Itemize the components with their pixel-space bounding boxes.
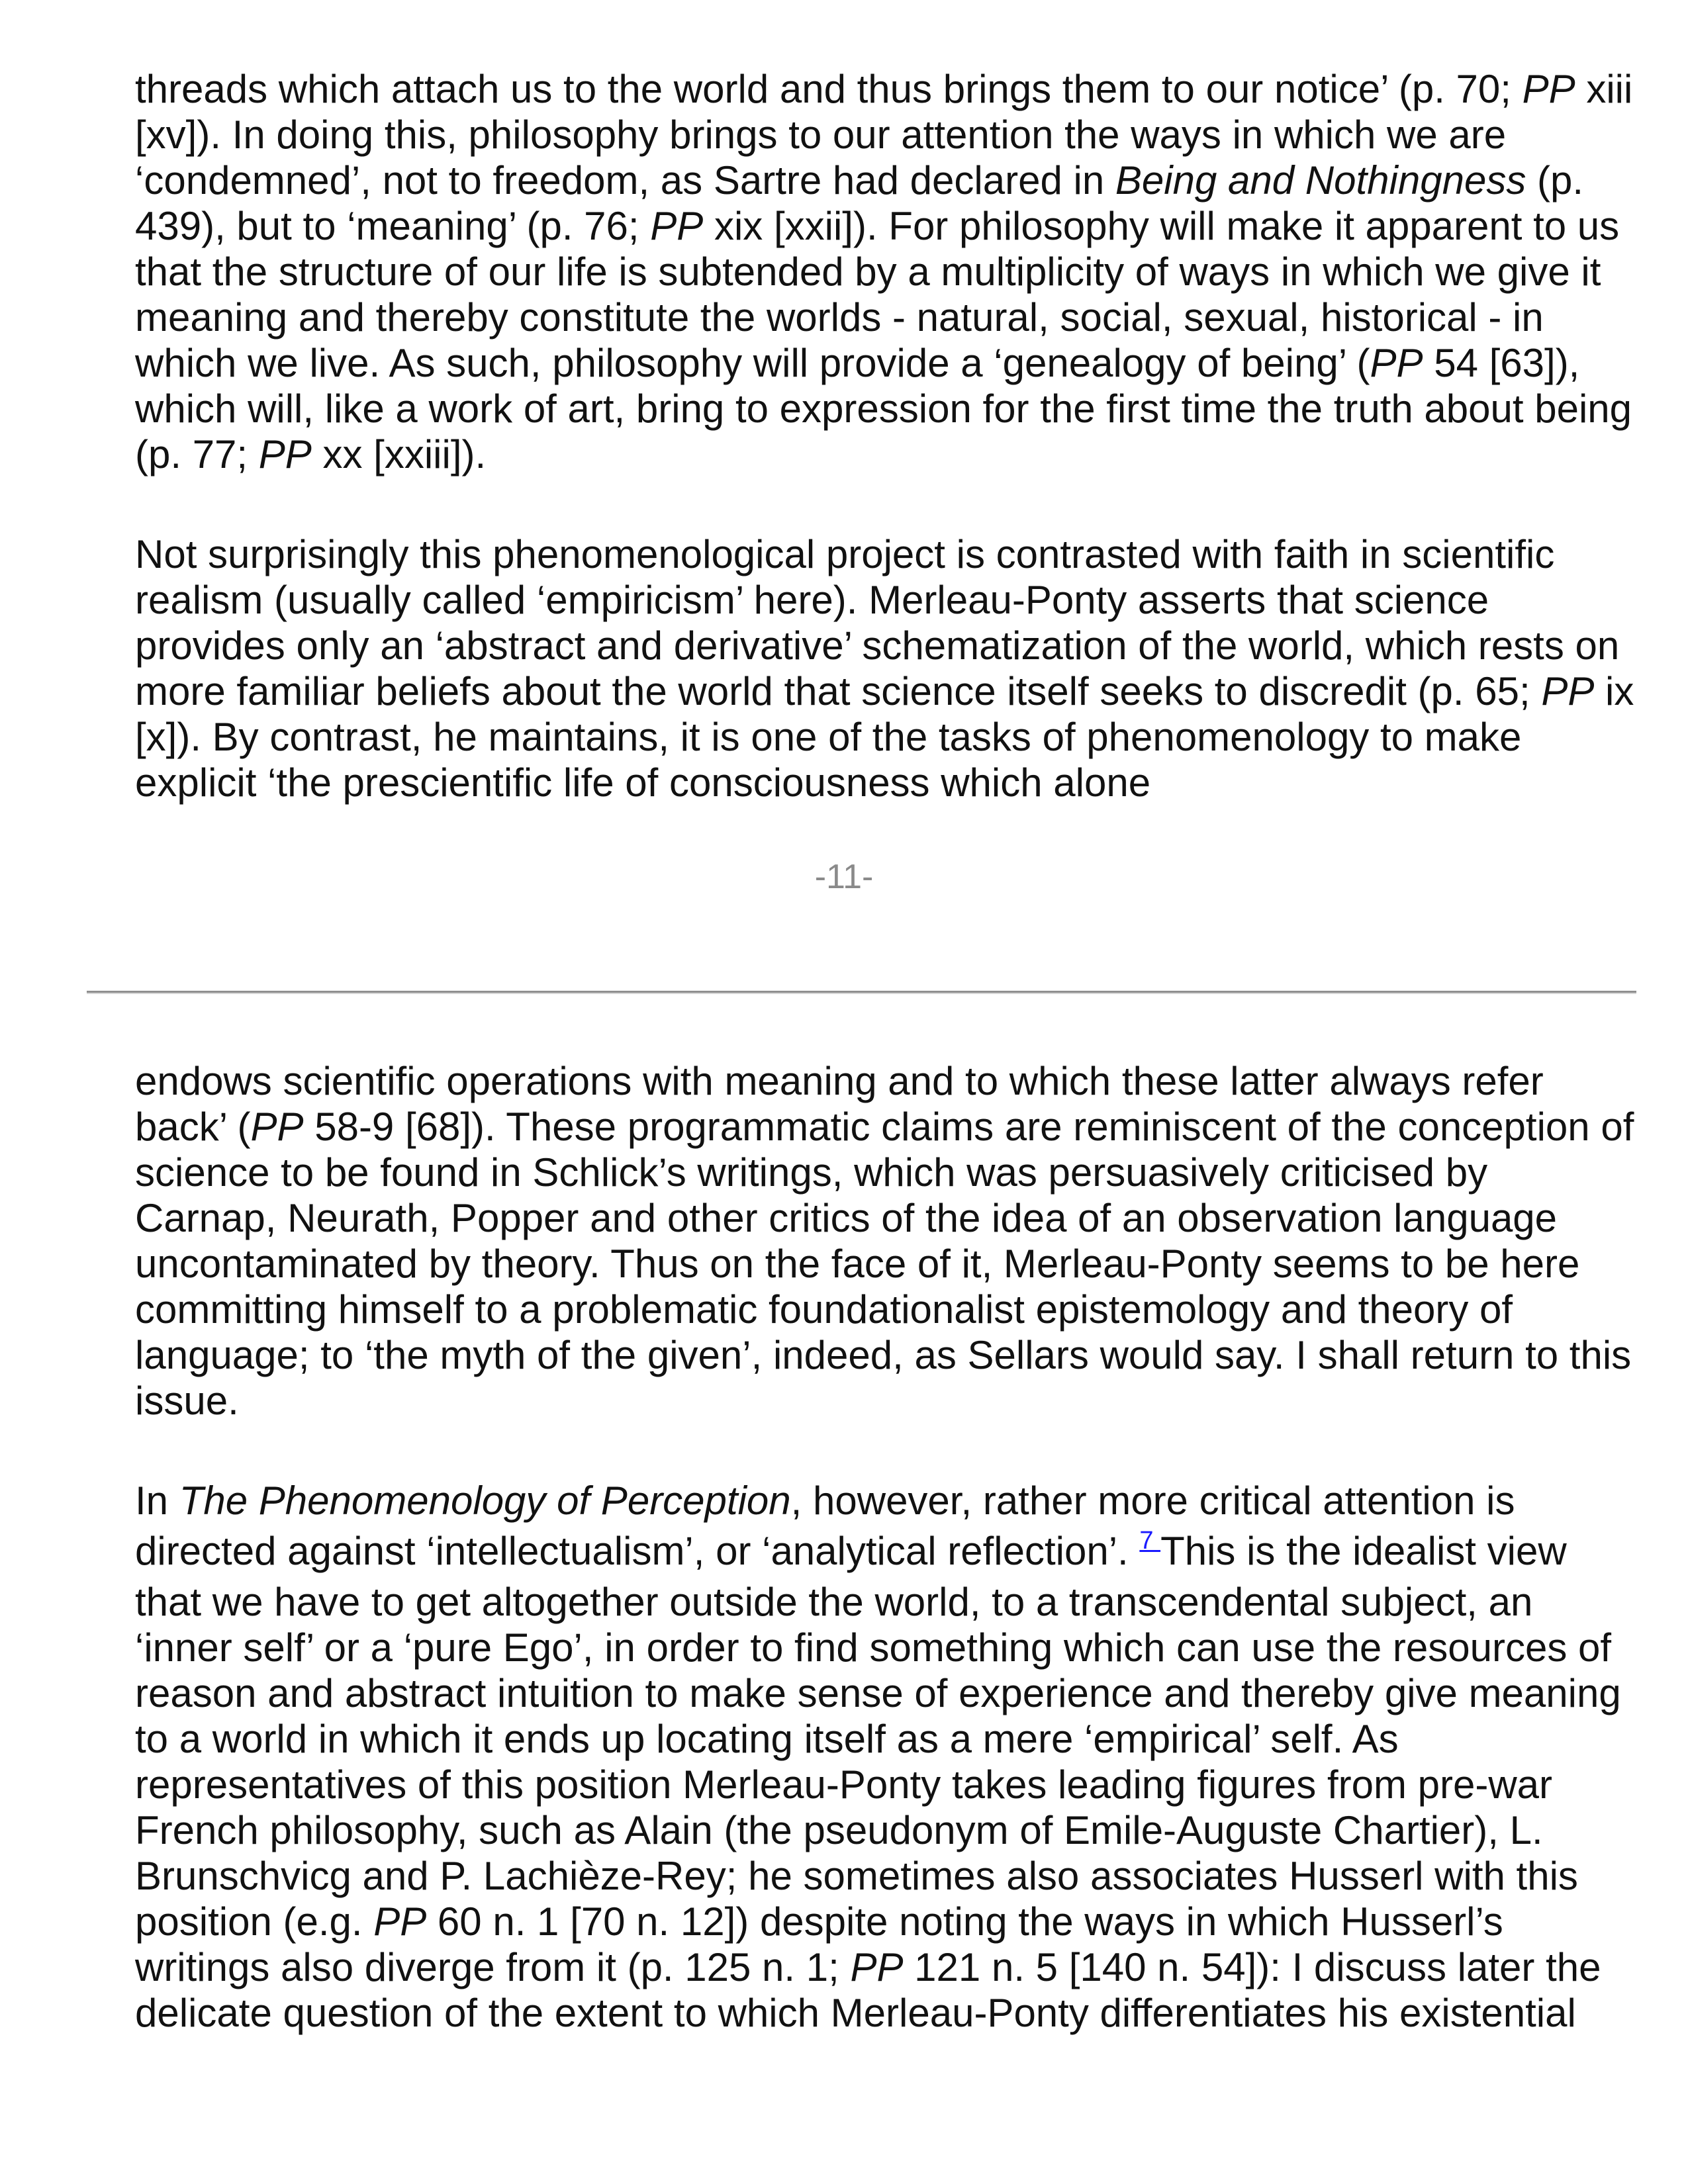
text-run: committing himself to a problematic foundationalist epistemology and theory of (135, 1287, 1513, 1332)
text-run: xix [xxii]). For philosophy will make it apparent to us (703, 204, 1620, 248)
text-run: 439), but to ‘meaning’ (p. 76; (135, 204, 651, 248)
text-line (135, 1625, 1612, 1670)
italic-run: PP (258, 432, 312, 477)
text-run: provides only an ‘abstract and derivative’ schematization of the world, which rests on (135, 623, 1620, 668)
text-line (135, 1378, 1591, 1424)
text-run: realism (usually called ‘empiricism’ here). Merleau-Ponty asserts that science (135, 578, 1489, 622)
text-run: delicate question of the extent to which Merleau-Ponty differentiates his existential (135, 1991, 1576, 2035)
text-run: xiii (1575, 67, 1633, 111)
text-line (135, 203, 1620, 249)
text-run: , however, rather more critical attention is (790, 1479, 1515, 1523)
text-line (135, 1807, 1591, 1853)
text-run: writings also diverge from it (p. 125 n. 1; (135, 1945, 851, 1989)
text-run: 58-9 [68]). These programmatic claims are reminiscent of the conception of (303, 1105, 1634, 1149)
text-line (135, 66, 1633, 112)
italic-run: PP (650, 204, 704, 248)
text-run: [x]). By contrast, he maintains, it is one of the tasks of phenomenology to make (135, 715, 1522, 759)
text-line (135, 1716, 1591, 1762)
text-run: Not surprisingly this phenomenological project is contrasted with faith in scientific (135, 532, 1555, 576)
text-run: representatives of this position Merleau-Ponty takes leading figures from pre-war (135, 1762, 1553, 1807)
text-line (135, 1670, 1621, 1716)
text-run: directed against ‘intellectualism’, or ‘analytical reflection’. (135, 1529, 1140, 1573)
text-run: that we have to get altogether outside the world, to a transcendental subject, an (135, 1580, 1533, 1624)
text-run: threads which attach us to the world and thus brings them to our notice’ (p. 70; (135, 67, 1523, 111)
text-run: reason and abstract intuition to make sense of experience and thereby give meaning (135, 1671, 1621, 1715)
text-line (135, 386, 1632, 432)
text-run: explicit ‘the prescientific life of consciousness which alone (135, 760, 1151, 805)
text-line (135, 1762, 1591, 1807)
paragraph-2 (135, 531, 1634, 805)
italic-run: PP (373, 1899, 427, 1944)
text-line (135, 249, 1601, 295)
text-line (135, 1899, 1591, 1944)
text-run: position (e.g. (135, 1899, 374, 1944)
text-line (135, 577, 1591, 623)
text-line (135, 1478, 1591, 1524)
text-run: that the structure of our life is subtended by a multiplicity of ways in which we give it (135, 250, 1601, 294)
text-run: issue. (135, 1379, 239, 1423)
text-line (135, 1150, 1591, 1195)
text-run: ‘inner self’ or a ‘pure Ego’, in order to find something which can use the resources of (135, 1625, 1612, 1670)
text-run: to a world in which it ends up locating itself as a mere ‘empirical’ self. As (135, 1717, 1399, 1761)
paragraph-3 (135, 1058, 1634, 1424)
text-run: uncontaminated by theory. Thus on the face of it, Merleau-Ponty seems to be here (135, 1242, 1580, 1286)
text-line (135, 158, 1591, 203)
text-line (135, 1287, 1591, 1332)
text-line (135, 1524, 1591, 1579)
text-run: (p. (1526, 158, 1584, 203)
text-run: 54 [63]), (1423, 341, 1580, 385)
text-line (135, 1990, 1591, 2036)
text-run: [xv]). In doing this, philosophy brings to our attention the ways in which we are (135, 113, 1507, 157)
text-run: French philosophy, such as Alain (the pseudonym of Emile-Auguste Chartier), L. (135, 1808, 1543, 1852)
text-run: In (135, 1479, 179, 1523)
text-run: Brunschvicg and P. Lachièze-Rey; he sometimes also associates Husserl with this (135, 1854, 1578, 1898)
text-run: more familiar beliefs about the world that science itself seeks to discredit (p. 65; (135, 669, 1542, 713)
text-run: which we live. As such, philosophy will provide a ‘genealogy of being’ ( (135, 341, 1370, 385)
italic-run: PP (250, 1105, 304, 1149)
text-run: 121 n. 5 [140 n. 54]): I discuss later the (903, 1945, 1601, 1989)
text-run: which will, like a work of art, bring to expression for the first time the truth about being (135, 387, 1632, 431)
italic-run: The Phenomenology of Perception (179, 1479, 791, 1523)
text-run: language; to ‘the myth of the given’, indeed, as Sellars would say. I shall return to this (135, 1333, 1632, 1377)
text-line (135, 432, 1591, 477)
text-line (135, 112, 1591, 158)
text-run: xx [xxiii]). (311, 432, 487, 477)
text-run: endows scientific operations with meaning and to which these latter always refer (135, 1059, 1544, 1103)
text-run: This is the idealist view (1160, 1529, 1567, 1573)
text-run: ‘condemned’, not to freedom, as Sartre had declared in (135, 158, 1115, 203)
text-line (135, 1104, 1634, 1150)
paragraph-4 (135, 1478, 1621, 2036)
footnote-link[interactable]: 7 (1139, 1527, 1161, 1555)
text-line (135, 668, 1634, 714)
text-line (135, 340, 1591, 386)
page-break-divider (87, 991, 1636, 994)
text-line (135, 760, 1591, 805)
text-line (135, 714, 1591, 760)
text-line (135, 1241, 1591, 1287)
italic-run: PP (1522, 67, 1575, 111)
text-line (135, 295, 1591, 340)
text-line (135, 531, 1591, 577)
page-number: -11- (814, 858, 874, 896)
text-run: (p. 77; (135, 432, 259, 477)
text-run: back’ ( (135, 1105, 251, 1149)
text-run: meaning and thereby constitute the worlds - natural, social, sexual, historical - in (135, 295, 1544, 340)
italic-run: PP (1541, 669, 1595, 713)
text-line (135, 1332, 1632, 1378)
text-run: Carnap, Neurath, Popper and other critics of the idea of an observation language (135, 1196, 1558, 1240)
italic-run: PP (1370, 341, 1423, 385)
text-line (135, 1853, 1591, 1899)
text-run: science to be found in Schlick’s writings, which was persuasively criticised by (135, 1150, 1488, 1195)
text-line (135, 1058, 1591, 1104)
italic-run: Being and Nothingness (1115, 158, 1526, 203)
text-line (135, 1944, 1601, 1990)
paragraph-1 (135, 66, 1633, 477)
text-run: 60 n. 1 [70 n. 12]) despite noting the ways in which Husserl’s (426, 1899, 1503, 1944)
text-run: ix (1594, 669, 1634, 713)
italic-run: PP (850, 1945, 904, 1989)
text-line (135, 1195, 1591, 1241)
text-line (135, 1579, 1591, 1625)
text-line (135, 623, 1620, 668)
